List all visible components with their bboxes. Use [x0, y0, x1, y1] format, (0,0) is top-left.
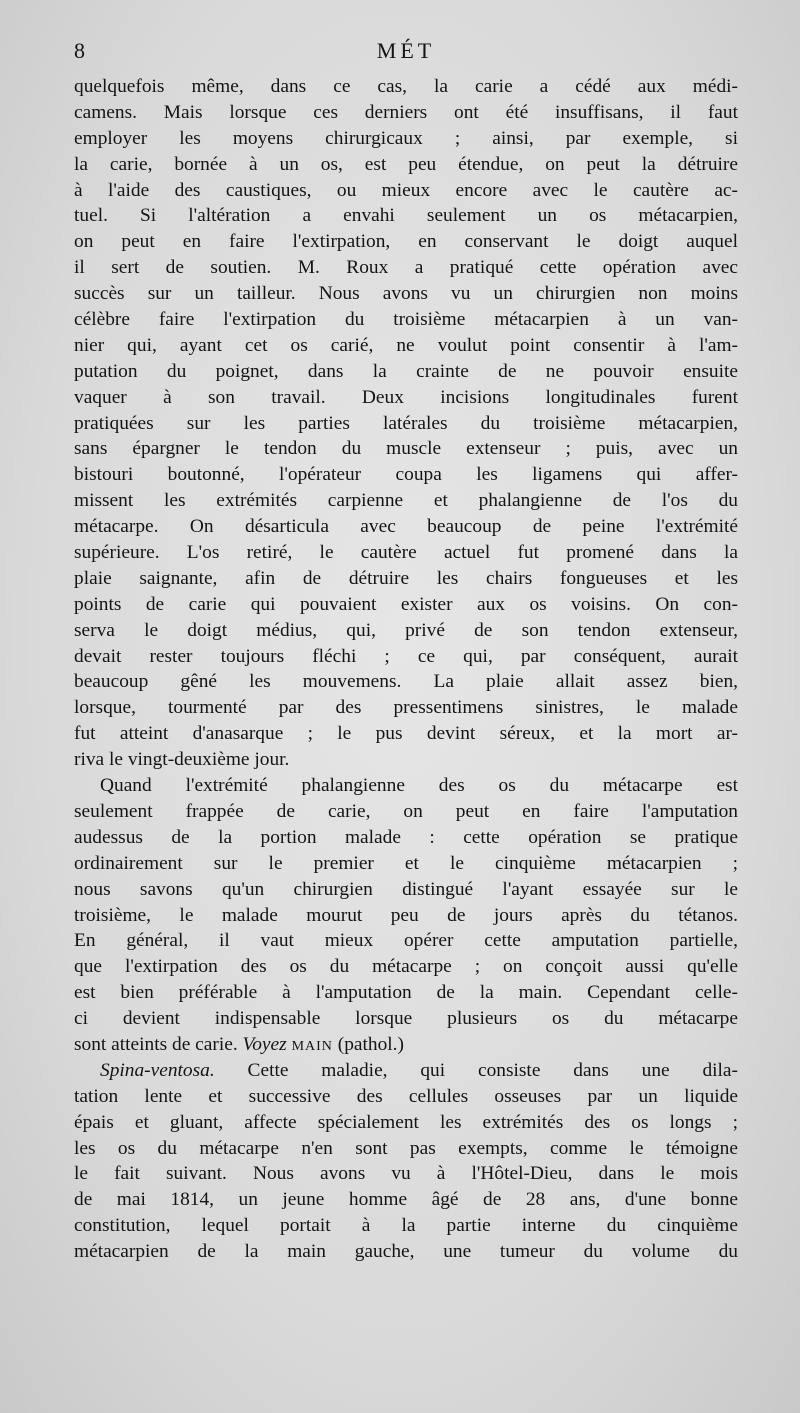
running-head: MÉT [376, 38, 436, 63]
page-number: 8 [74, 38, 85, 63]
text-line: que l'extirpation des os du métacarpe ; on conçoit aussi qu'elle [74, 956, 738, 978]
text-line: sans épargner le tendon du muscle extenseur ; puis, avec un [74, 438, 738, 460]
text-line: plaie saignante, afin de détruire les chairs fongueuses et les [74, 567, 738, 589]
text-line: nous savons qu'un chirurgien distingué l'ayant essayée sur le [74, 878, 738, 900]
line-text: sont atteints de carie. [74, 1033, 243, 1055]
text-line: tation lente et successive des cellules osseuses par un liquide [74, 1085, 738, 1107]
line-text: Cette maladie, qui consiste dans une dila- [214, 1059, 738, 1081]
text-line: lorsque, tourmenté par des pressentimens sinistres, le malade [74, 697, 738, 719]
text-line: missent les extrémités carpienne et phalangienne de l'os du [74, 490, 738, 512]
text-line: est bien préférable à l'amputation de la main. Cependant celle- [74, 982, 738, 1004]
text-line: seulement frappée de carie, on peut en faire l'amputation [74, 800, 738, 822]
text-line: la carie, bornée à un os, est peu étendue, on peut la détruire [74, 153, 738, 175]
text-line: riva le vingt-deuxième jour. [74, 749, 290, 771]
text-line: camens. Mais lorsque ces derniers ont été insuffisans, il faut [74, 101, 738, 123]
text-line: bistouri boutonné, l'opérateur coupa les ligamens qui affer- [74, 464, 738, 486]
text-line: épais et gluant, affecte spécialement les extrémités des os longs ; [74, 1111, 738, 1133]
text-line: serva le doigt médius, qui, privé de son tendon extenseur, [74, 619, 738, 641]
text-line: métacarpe. On désarticula avec beaucoup de peine l'extrémité [74, 516, 738, 538]
text-line: pratiquées sur les parties latérales du troisième métacarpien, [74, 412, 738, 434]
text-line: employer les moyens chirurgicaux ; ainsi, par exemple, si [74, 127, 738, 149]
line-text: (pathol.) [332, 1033, 404, 1055]
text-line: ordinairement sur le premier et le cinquième métacarpien ; [74, 852, 738, 874]
text-line: supérieure. L'os retiré, le cautère actuel fut promené dans la [74, 542, 738, 564]
text-line: quelquefois même, dans ce cas, la carie a cédé aux médi- [74, 76, 738, 97]
page-header [74, 38, 738, 68]
text-line [74, 1058, 738, 1084]
text-line: métacarpien de la main gauche, une tumeur du volume du [74, 1241, 738, 1263]
text-line: ci devient indispensable lorsque plusieurs os du métacarpe [74, 1008, 738, 1030]
section-lead-term: Spina-ventosa. [100, 1059, 215, 1081]
cross-reference-main: main [291, 1033, 333, 1055]
cross-reference-voyez: Voyez [242, 1033, 287, 1055]
text-line: points de carie qui pouvaient exister aux os voisins. On con- [74, 593, 738, 615]
text-line: célèbre faire l'extirpation du troisième métacarpien à un van- [74, 309, 738, 331]
text-line: de mai 1814, un jeune homme âgé de 28 ans, d'une bonne [74, 1189, 738, 1211]
text-line: nier qui, ayant cet os carié, ne voulut point consentir à l'am- [74, 334, 738, 356]
text-line: on peut en faire l'extirpation, en conservant le doigt auquel [74, 231, 738, 253]
text-line: à l'aide des caustiques, ou mieux encore avec le cautère ac- [74, 179, 738, 201]
text-line: il sert de soutien. M. Roux a pratiqué cette opération avec [74, 257, 738, 279]
text-line: troisième, le malade mourut peu de jours après du tétanos. [74, 904, 738, 926]
text-line: succès sur un tailleur. Nous avons vu un chirurgien non moins [74, 283, 738, 305]
text-line: putation du poignet, dans la crainte de ne pouvoir ensuite [74, 360, 738, 382]
text-line: le fait suivant. Nous avons vu à l'Hôtel-Dieu, dans le mois [74, 1163, 738, 1185]
text-line: En général, il vaut mieux opérer cette amputation partielle, [74, 930, 738, 952]
text-line [74, 1032, 738, 1058]
paragraph-1 [74, 74, 738, 773]
paragraph-3 [74, 1058, 738, 1265]
text-line: Quand l'extrémité phalangienne des os du métacarpe est [100, 775, 738, 797]
text-line: tuel. Si l'altération a envahi seulement un os métacarpien, [74, 205, 738, 227]
text-line: beaucoup gêné les mouvemens. La plaie allait assez bien, [74, 671, 738, 693]
text-line: les os du métacarpe n'en sont pas exempts, comme le témoigne [74, 1137, 738, 1159]
text-line: devait rester toujours fléchi ; ce qui, par conséquent, aurait [74, 645, 738, 667]
text-line: constitution, lequel portait à la partie interne du cinquième [74, 1215, 738, 1237]
text-line: fut atteint d'anasarque ; le pus devint séreux, et la mort ar- [74, 723, 738, 745]
paragraph-2 [74, 773, 738, 1058]
text-line: vaquer à son travail. Deux incisions longitudinales furent [74, 386, 738, 408]
body-text [74, 74, 738, 1265]
text-line: audessus de la portion malade : cette opération se pratique [74, 826, 738, 848]
